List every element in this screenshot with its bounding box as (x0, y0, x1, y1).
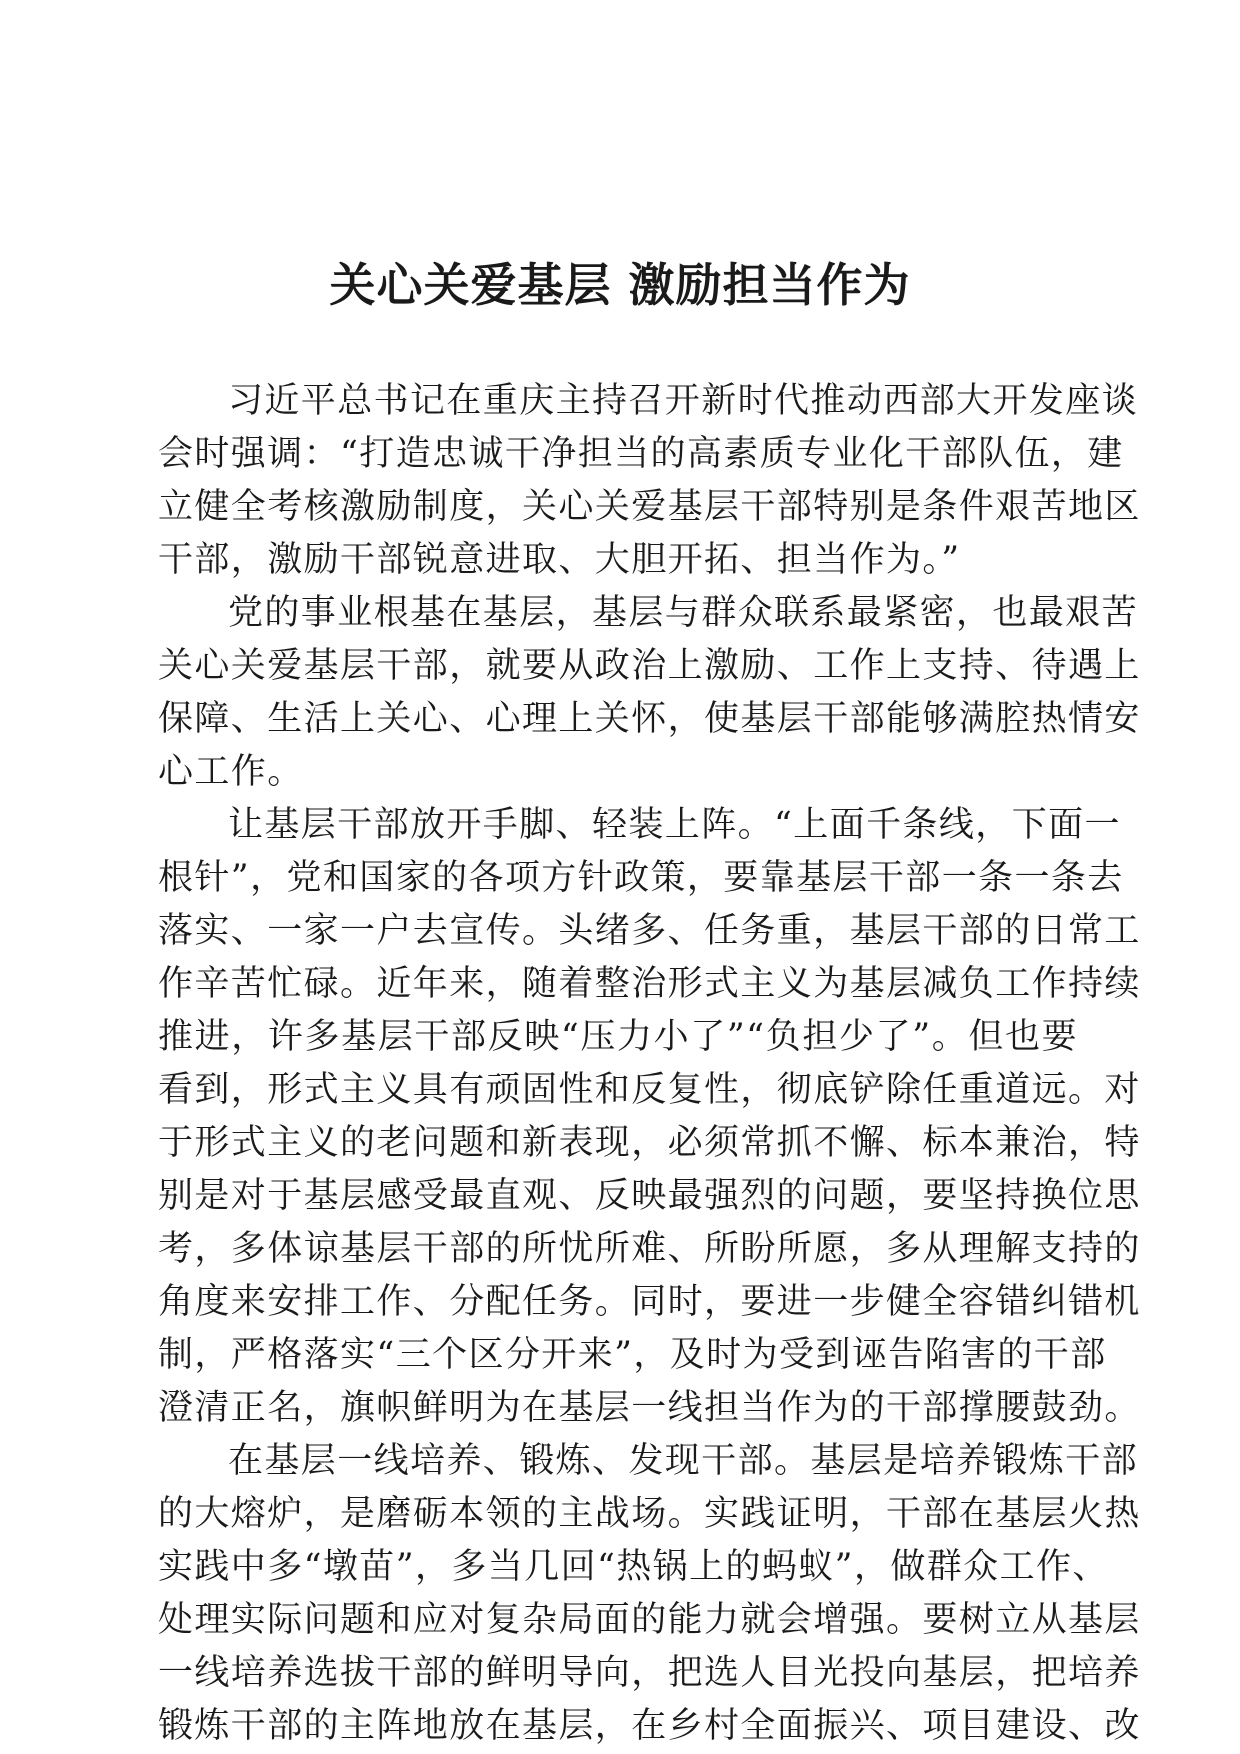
paragraph-line: 党的事业根基在基层，基层与群众联系最紧密，也最艰苦 (228, 593, 1139, 633)
paragraph-line: 别是对于基层感受最直观、反映最强烈的问题，要坚持换位思 (158, 1176, 1141, 1216)
paragraph-line: 制，严格落实“三个区分开来”，及时为受到诬告陷害的干部 (158, 1335, 1107, 1375)
paragraph-line: 考，多体谅基层干部的所忧所难、所盼所愿，多从理解支持的 (158, 1229, 1141, 1269)
paragraph-line: 于形式主义的老问题和新表现，必须常抓不懈、标本兼治，特 (158, 1123, 1141, 1163)
paragraph-line: 在基层一线培养、锻炼、发现干部。基层是培养锻炼干部 (228, 1441, 1139, 1481)
paragraph-line: 立健全考核激励制度，关心关爱基层干部特别是条件艰苦地区 (158, 487, 1141, 527)
paragraph-line: 保障、生活上关心、心理上关怀，使基层干部能够满腔热情安 (158, 699, 1141, 739)
paragraph-line: 让基层干部放开手脚、轻装上阵。“上面千条线，下面一 (228, 805, 1121, 845)
paragraph-line: 会时强调：“打造忠诚干净担当的高素质专业化干部队伍，建 (158, 434, 1124, 474)
paragraph-line: 推进，许多基层干部反映“压力小了”“负担少了”。但也要 (158, 1017, 1078, 1057)
paragraph-line: 看到，形式主义具有顽固性和反复性，彻底铲除任重道远。对 (158, 1070, 1141, 1110)
paragraph-line: 习近平总书记在重庆主持召开新时代推动西部大开发座谈 (228, 381, 1139, 421)
paragraph-1 (158, 375, 1141, 587)
paragraph-line: 心工作。 (158, 752, 304, 792)
paragraph-line: 作辛苦忙碌。近年来，随着整治形式主义为基层减负工作持续 (158, 964, 1141, 1004)
paragraph-line: 根针”，党和国家的各项方针政策，要靠基层干部一条一条去 (158, 858, 1124, 898)
paragraph-line: 的大熔炉，是磨砺本领的主战场。实践证明，干部在基层火热 (158, 1494, 1141, 1534)
paragraph-line: 处理实际问题和应对复杂局面的能力就会增强。要树立从基层 (158, 1600, 1141, 1640)
paragraph-line: 干部，激励干部锐意进取、大胆开拓、担当作为。” (158, 540, 961, 580)
document-title: 关心关爱基层 激励担当作为 (329, 258, 911, 312)
paragraph-3 (158, 799, 1141, 1435)
paragraph-4 (158, 1435, 1141, 1753)
paragraph-line: 实践中多“墩苗”，多当几回“热锅上的蚂蚁”，做群众工作、 (158, 1547, 1109, 1587)
document-body (158, 375, 1141, 1753)
paragraph-line: 落实、一家一户去宣传。头绪多、任务重，基层干部的日常工 (158, 911, 1141, 951)
paragraph-2 (158, 587, 1141, 799)
paragraph-line: 锻炼干部的主阵地放在基层，在乡村全面振兴、项目建设、改 (158, 1706, 1141, 1746)
paragraph-line: 澄清正名，旗帜鲜明为在基层一线担当作为的干部撑腰鼓劲。 (158, 1388, 1141, 1428)
paragraph-line: 关心关爱基层干部，就要从政治上激励、工作上支持、待遇上 (158, 646, 1141, 686)
paragraph-line: 角度来安排工作、分配任务。同时，要进一步健全容错纠错机 (158, 1282, 1141, 1322)
paragraph-line: 一线培养选拔干部的鲜明导向，把选人目光投向基层，把培养 (158, 1653, 1141, 1693)
